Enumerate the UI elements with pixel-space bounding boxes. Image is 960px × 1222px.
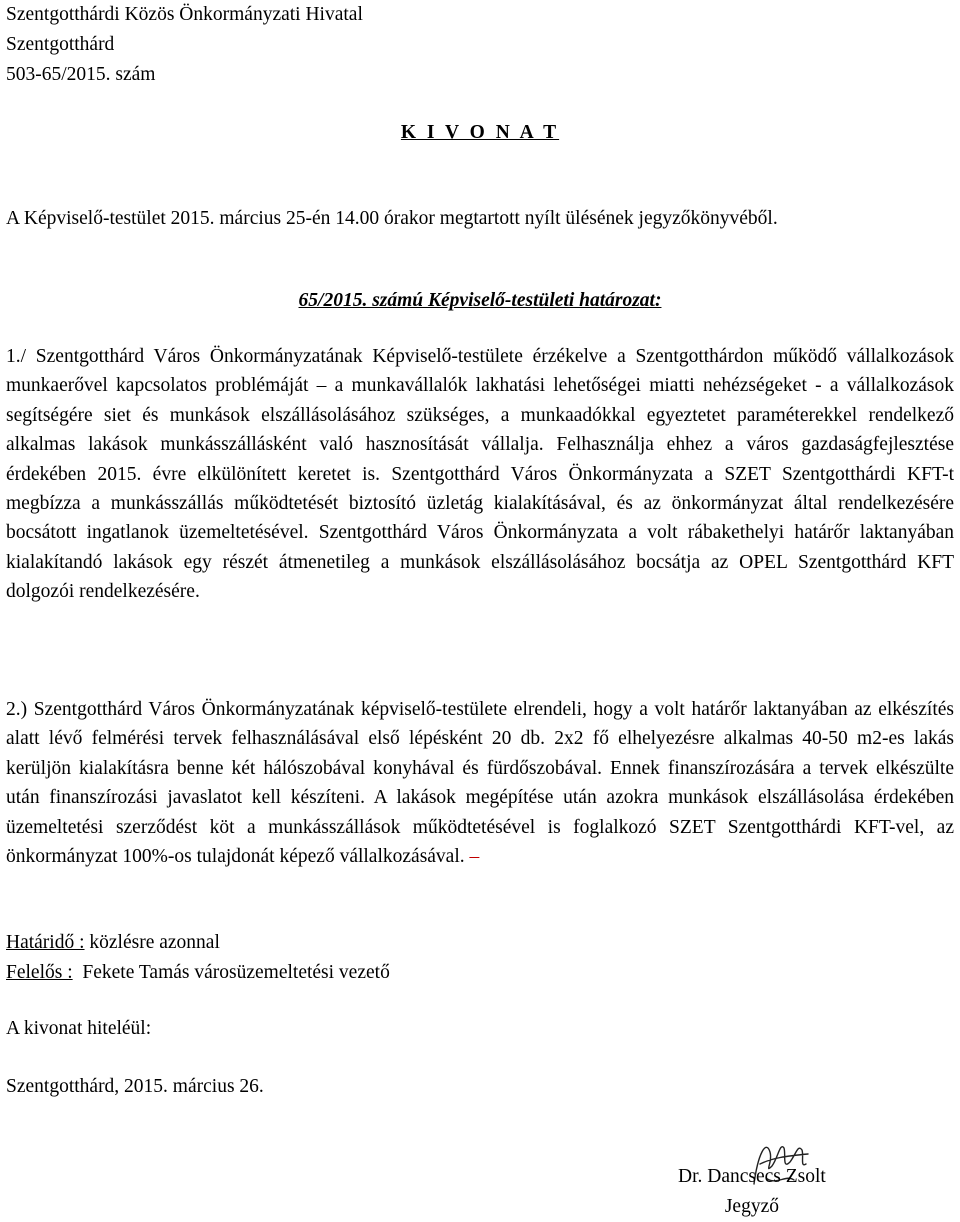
resolution-paragraph-1: 1./ Szentgotthárd Város Önkormányzatának Képviselő-testülete érzékelve a Szentgotthárdon működő vállalkozások munkaerővel kapcsolatos problémáját – a munkavállalók lakhatási lehetőségei miatti nehézségeket - a vállalkozások segítségére siet és munkások elszállásolásához szükséges, a munkaadókkal egyeztetet paraméterekkel rendelkező alkalmas lakások munkásszállásként való hasznosítását vállalja. Felhasználja ehhez a város gazdaságfejlesztése érdekében 2015. évre elkülönített keretet is. Szentgotthárd Város Önkormányzata a SZET Szentgotthárdi KFT-t megbízza a munkásszállás működtetését biztosító üzletág kialakításával, és az önkormányzat által rendelkezésére bocsátott ingatlanok üzemeltetésével. Szentgotthárd Város Önkormányzata a volt rábakethelyi határőr laktanyában kialakítandó lakások egy részét átmenetileg a munkások elszállásolásához bocsátja az OPEL Szentgotthárd KFT dolgozói rendelkezésére. — [6, 346, 954, 603]
signature-block — [678, 1162, 826, 1222]
header-city: Szentgotthárd — [6, 34, 115, 55]
signatory-name: Dr. Dancsecs Zsolt — [678, 1166, 826, 1187]
resolution-heading: 65/2015. számú Képviselő-testületi határozat: — [298, 290, 662, 311]
responsible-line — [6, 960, 390, 986]
paragraph-2-dash: – — [469, 846, 480, 868]
deadline-label: Határidő : — [6, 932, 85, 953]
responsible-label: Felelős : — [6, 962, 73, 983]
deadline-value: közlésre azonnal — [89, 932, 220, 953]
certification-text: A kivonat hiteléül: — [6, 1018, 152, 1039]
deadline-line — [6, 930, 220, 956]
header-reference: 503-65/2015. szám — [6, 64, 156, 85]
intro-text: A Képviselő-testület 2015. március 25-én 14.00 órakor megtartott nyílt ülésének jegyzőkönyvéből. — [6, 208, 778, 229]
responsible-value: Fekete Tamás városüzemeltetési vezető — [82, 962, 390, 983]
paragraph-2-text: 2.) Szentgotthárd Város Önkormányzatának képviselő-testülete elrendeli, hogy a volt határőr laktanyában az elkészítés alatt lévő felmérési tervek felhasználásával első lépésként 20 db. 2x2 fő elhelyezésre alkalmas 40-50 m2-es lakás kerüljön kialakításra benne két hálószobával konyhával és fürdőszobával. Ennek finanszírozására a tervek elkészülte után finanszírozási javaslatot kell készíteni. A lakások megépítése után azokra munkások elszállásolása érdekében üzemeltetési szerződést köt a munkásszállások működtetésével is foglalkozó SZET Szentgotthárdi KFT-vel, az önkormányzat 100%-os tulajdonát képező vállalkozásával. — [6, 699, 954, 868]
document-title: K I V O N A T — [400, 122, 560, 143]
header-office: Szentgotthárdi Közös Önkormányzati Hivatal — [6, 4, 363, 25]
signatory-title: Jegyző — [724, 1196, 779, 1217]
place-date: Szentgotthárd, 2015. március 26. — [6, 1076, 264, 1097]
resolution-paragraph-2 — [6, 695, 954, 871]
